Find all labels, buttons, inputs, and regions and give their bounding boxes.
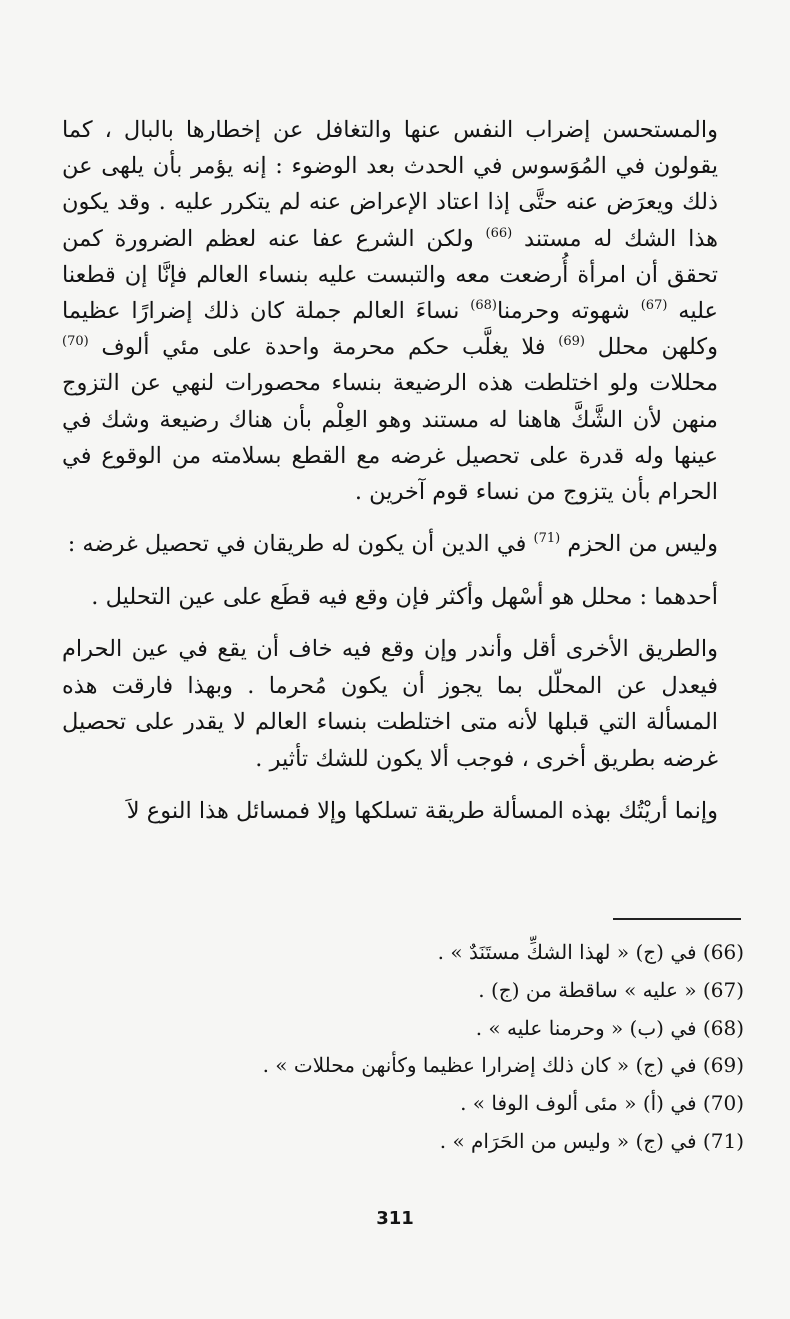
paragraph [62, 526, 718, 563]
page-number: 311 [376, 1208, 414, 1229]
footnote-reference: (71) [533, 531, 561, 547]
text-segment: وليس من الحزم [560, 531, 718, 558]
text-segment: والمستحسن إضراب النفس عنها والتغافل عن إخطارها بالبال ، كما يقولون في المُوَسوس في الحدث بعد الوضوء : إنه يؤمر بأن يلهى عن ذلك ويعرَض عنه حتَّى إذا اعتاد الإعراض عنه لم يتكرر عليه . وقد يكون هذا الشك له مستند [62, 117, 718, 252]
text-segment: شهوته وحرمنا [496, 298, 641, 325]
footnote: (69) في (ج) « كان ذلك إضرارا عظيما وكأنهن محللات » . [262, 1053, 744, 1078]
footnote-reference: (67) [640, 298, 668, 314]
text-segment: نساءَ العالم جملة كان ذلك إضرارًا عظيما وكلهن محلل [62, 298, 718, 361]
footnote-reference: (69) [558, 334, 585, 350]
footnote: (68) في (ب) « وحرمنا عليه » . [475, 1015, 744, 1040]
paragraph [62, 579, 718, 616]
footnote: (66) في (ج) « لهذا الشكِّ مستَنَدٌ » . [437, 940, 744, 964]
footnote: (67) « عليه » ساقطة من (ج) . [478, 977, 744, 1002]
text-segment: ولكن الشرع عفا عنه لعظم الضرورة كمن تحقق أن امرأة أُرضعت معه والتبست عليه بنساء العالم فإنَّا إن قطعنا عليه [62, 225, 718, 325]
main-text [62, 112, 718, 830]
footnote-reference: (70) [62, 334, 89, 350]
text-segment: في الدين أن يكون له طريقان في تحصيل غرضه : [67, 531, 534, 558]
paragraph [62, 793, 718, 830]
footnotes [180, 934, 744, 1161]
footnote-reference: (68) [470, 298, 497, 314]
text-segment: أحدهما : محلل هو أسْهل وأكثر فإن وقع فيه قطَع على عين التحليل . [91, 583, 718, 610]
text-segment: محللات ولو اختلطت هذه الرضيعة بنساء محصورات لنهي عن التزوج منهن لأن الشَّكَّ هاهنا له مستند وهو العِلْم بأن هناك رضيعة وشك في عينها وله قدرة على تحصيل غرضه مع القطع بسلامته من الوقوع في الحرام بأن يتزوج من نساء قوم آخرين . [62, 370, 718, 506]
text-segment: فلا يغلَّب حكم محرمة واحدة على مئي ألوف [88, 334, 559, 361]
paragraph [62, 631, 718, 777]
text-segment: والطريق الأخرى أقل وأندر وإن وقع فيه خاف أن يقع في عين الحرام فيعدل عن المحلّل بما يجوز أن يكون مُحرما . وبهذا فارقت هذه المسألة التي قبلها لأنه متى اختلطت بنساء العالم لا يقدر على تحصيل غرضه بطريق أخرى ، فوجب ألا يكون للشك تأثير . [62, 636, 718, 772]
text-segment: وإنما أريْتُك بهذه المسألة طريقة تسلكها وإلا فمسائل هذا النوع لاَ [126, 798, 718, 825]
footnote: (70) في (أ) « مئى ألوف الوفا » . [460, 1091, 744, 1116]
paragraph [62, 112, 718, 510]
footnote: (71) في (ج) « وليس من الحَرَام » . [439, 1128, 744, 1153]
footnote-separator [613, 918, 741, 920]
footnote-reference: (66) [485, 225, 513, 241]
